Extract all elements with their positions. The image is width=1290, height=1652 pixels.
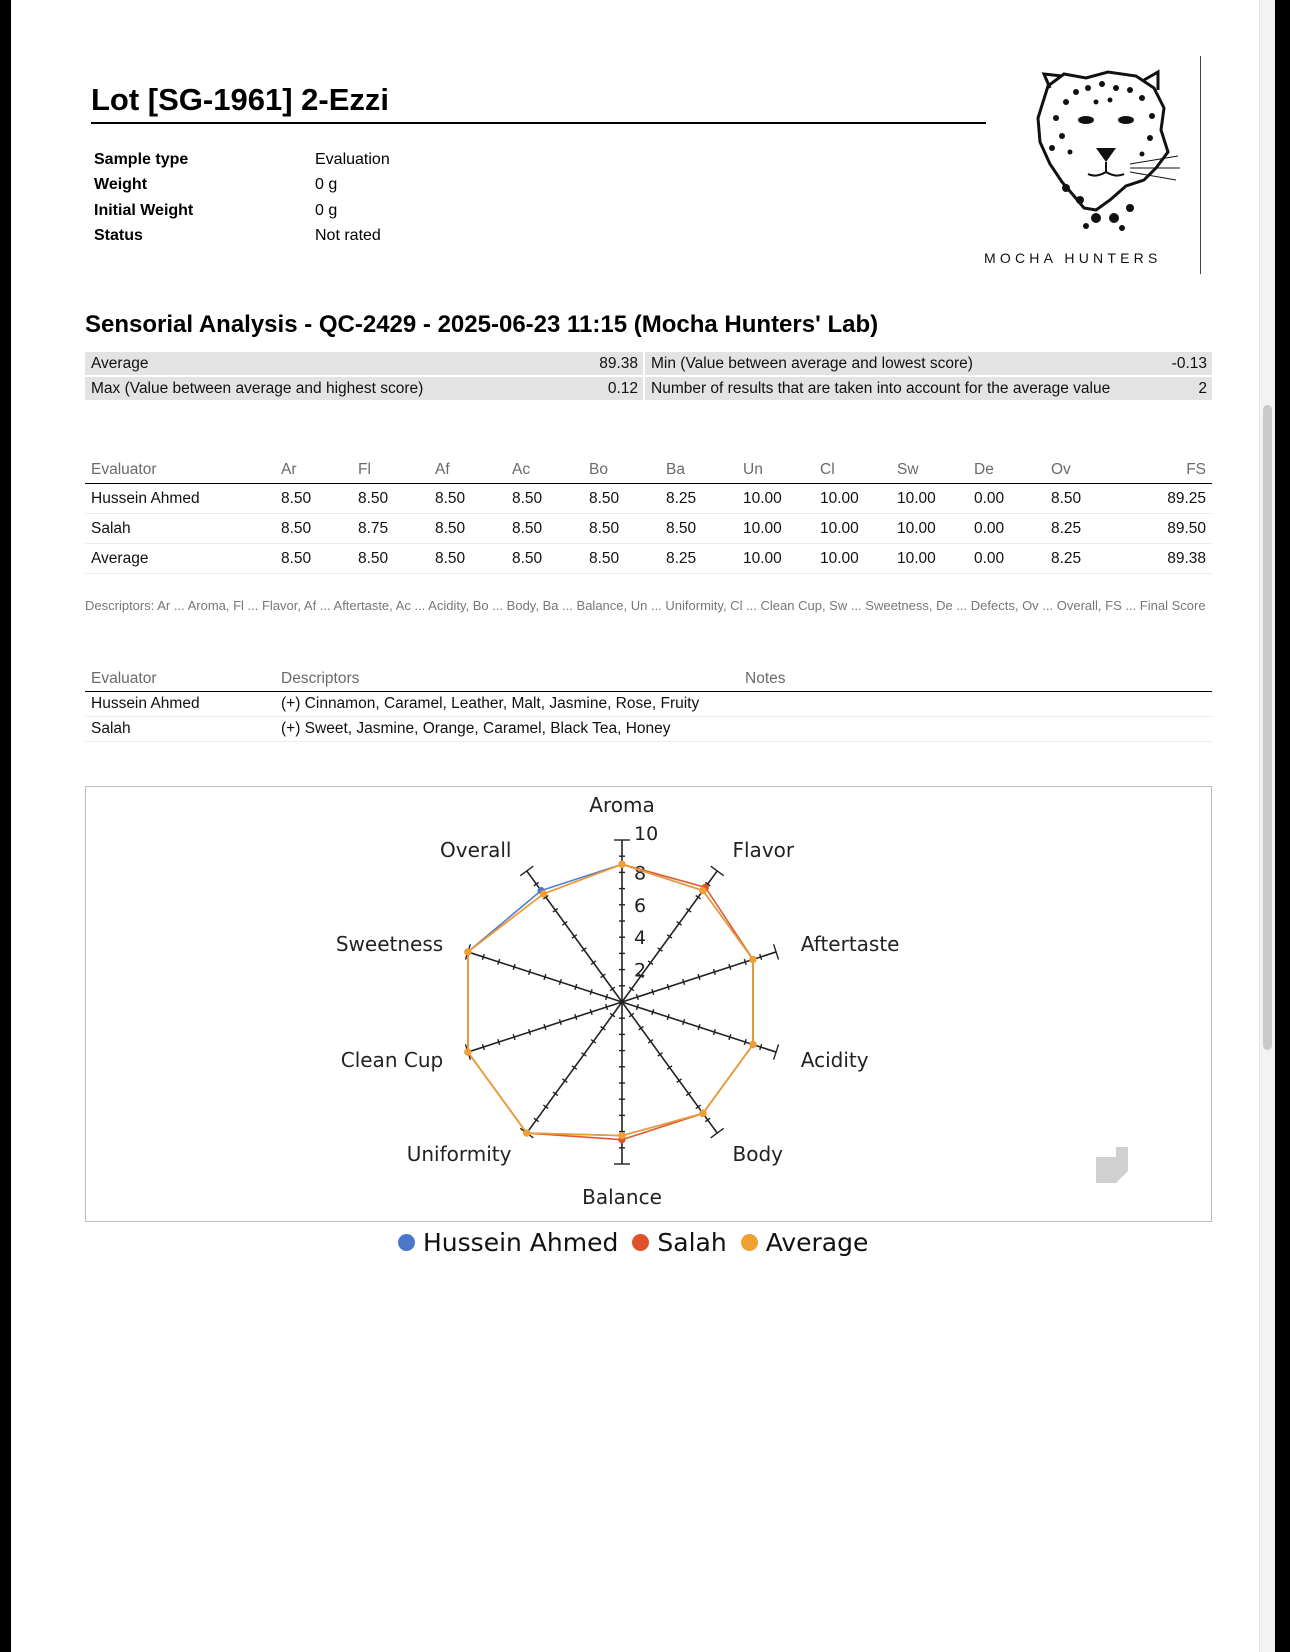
score-cell: 10.00 [891, 544, 968, 574]
score-cell: 10.00 [737, 484, 814, 514]
descriptor-legend: Descriptors: Ar ... Aroma, Fl ... Flavor, Af ... Aftertaste, Ac ... Acidity, Bo ... Body, Ba ... Balance, Un ... Uniformity, Cl ... Clean Cup, Sw ... Sweetness, De ... Defects, Ov ... Overall, FS ... Final Score [85, 598, 1206, 613]
radar-tick-label: 8 [634, 862, 647, 885]
score-cell: 8.50 [429, 544, 506, 574]
summary-row [85, 352, 1212, 377]
radar-chart-panel [85, 786, 1212, 1222]
score-cell: 8.50 [583, 514, 660, 544]
scores-row [85, 544, 1212, 574]
score-cell: 10.00 [891, 484, 968, 514]
notes-table [85, 667, 1212, 742]
radar-tick-label: 2 [634, 959, 647, 982]
column-header: Bo [583, 457, 660, 484]
notes-notes [739, 692, 1212, 717]
summary-cell [85, 377, 645, 400]
info-value: Not rated [315, 227, 381, 245]
evaluator-cell: Average [85, 544, 275, 574]
info-label: Status [94, 227, 143, 245]
scores-table [85, 457, 1212, 574]
score-cell: 8.25 [1045, 514, 1122, 544]
radar-point [618, 861, 625, 868]
column-header: Evaluator [85, 457, 275, 484]
legend-dot-icon [632, 1234, 649, 1251]
info-label: Weight [94, 176, 148, 194]
score-cell: 10.00 [891, 514, 968, 544]
radar-tick [683, 1019, 685, 1025]
column-header: Ba [660, 457, 737, 484]
radar-axis-label: Aftertaste [800, 931, 900, 956]
summary-label: Number of results that are taken into account for the average value [651, 380, 1111, 397]
score-cell: 8.50 [506, 544, 583, 574]
radar-point [749, 956, 756, 963]
radar-tick [575, 984, 577, 990]
legend-item[interactable] [398, 1228, 618, 1257]
score-cell: 8.25 [660, 484, 737, 514]
radar-tick [520, 866, 533, 875]
column-header: FS [1122, 457, 1212, 484]
column-header: Descriptors [275, 667, 739, 692]
summary-value: 2 [1198, 380, 1207, 397]
notes-row [85, 692, 1212, 717]
score-cell: 10.00 [814, 544, 891, 574]
summary-label: Average [91, 355, 149, 372]
radar-tick [729, 964, 731, 970]
score-cell: 8.50 [506, 514, 583, 544]
scrollbar-thumb[interactable] [1263, 405, 1272, 1050]
radar-tick-label: 6 [634, 894, 647, 917]
score-cell: 8.25 [660, 544, 737, 574]
column-header: Fl [352, 457, 429, 484]
scores-row [85, 484, 1212, 514]
radar-tick [636, 1004, 638, 1010]
score-cell: 8.25 [1045, 544, 1122, 574]
score-cell: 10.00 [814, 514, 891, 544]
radar-point [464, 1048, 471, 1055]
scores-header-row [85, 457, 1212, 484]
radar-tick-label: 10 [634, 823, 659, 845]
radar-point [540, 890, 547, 897]
score-cell: 8.50 [352, 544, 429, 574]
logo-text: MOCHA HUNTERS [984, 250, 1162, 266]
summary-value: -0.13 [1171, 355, 1207, 372]
score-cell: 8.50 [275, 484, 352, 514]
summary-cell [645, 352, 1212, 375]
column-header: Un [737, 457, 814, 484]
radar-tick [711, 1128, 724, 1137]
legend-item[interactable] [632, 1228, 726, 1257]
radar-tick [513, 1034, 515, 1040]
radar-tick [544, 1024, 546, 1030]
radar-tick [559, 1019, 561, 1025]
column-header: Ar [275, 457, 352, 484]
score-cell: 89.25 [1122, 484, 1212, 514]
score-cell: 8.50 [275, 514, 352, 544]
radar-tick [482, 1044, 484, 1050]
radar-tick [729, 1034, 731, 1040]
radar-tick [714, 969, 716, 975]
radar-tick [744, 1039, 746, 1045]
chart-legend [398, 1228, 882, 1257]
radar-tick [652, 1009, 654, 1015]
radar-tick [667, 1014, 669, 1020]
radar-axis-label: Body [732, 1142, 784, 1167]
radar-axis-label: Clean Cup [340, 1048, 444, 1073]
summary-table [85, 352, 1212, 402]
legend-label: Salah [657, 1228, 727, 1257]
info-row-sample-type [94, 147, 390, 173]
column-header: Ov [1045, 457, 1122, 484]
notes-notes [739, 717, 1212, 742]
radar-point [464, 948, 471, 955]
title-divider [91, 122, 986, 124]
column-header: De [968, 457, 1045, 484]
summary-row [85, 377, 1212, 402]
notes-descriptors: (+) Sweet, Jasmine, Orange, Caramel, Black Tea, Honey [275, 717, 739, 742]
info-label: Sample type [94, 150, 189, 168]
radar-tick [529, 1029, 531, 1035]
evaluator-cell: Hussein Ahmed [85, 484, 275, 514]
leopard-head-icon [1026, 68, 1186, 238]
score-cell: 8.50 [429, 514, 506, 544]
scrollbar-track[interactable] [1259, 0, 1275, 1652]
radar-tick [714, 1029, 716, 1035]
lot-title: Lot [SG-1961] 2-Ezzi [91, 82, 389, 117]
radar-axis-label: Balance [582, 1185, 662, 1209]
score-cell: 0.00 [968, 484, 1045, 514]
radar-tick [482, 954, 484, 960]
radar-tick [760, 1044, 762, 1050]
radar-tick [559, 979, 561, 985]
score-cell: 89.50 [1122, 514, 1212, 544]
score-cell: 8.50 [429, 484, 506, 514]
radar-tick [698, 974, 700, 980]
info-value: 0 g [315, 176, 338, 194]
info-value: Evaluation [315, 150, 390, 168]
radar-point [618, 1132, 625, 1139]
radar-tick [590, 1009, 592, 1015]
radar-point [523, 1129, 530, 1136]
summary-label: Min (Value between average and lowest score) [651, 355, 973, 372]
legend-dot-icon [398, 1234, 415, 1251]
column-header: Af [429, 457, 506, 484]
radar-tick [590, 989, 592, 995]
score-cell: 8.50 [275, 544, 352, 574]
score-cell: 8.50 [1045, 484, 1122, 514]
score-cell: 0.00 [968, 514, 1045, 544]
score-cell: 8.50 [660, 514, 737, 544]
legend-item[interactable] [741, 1228, 869, 1257]
radar-tick [667, 984, 669, 990]
notes-evaluator: Hussein Ahmed [85, 692, 275, 717]
radar-tick [606, 994, 608, 1000]
radar-tick-label: 4 [634, 927, 647, 950]
radar-tick [760, 954, 762, 960]
radar-point [749, 1041, 756, 1048]
radar-tick [711, 866, 724, 875]
radar-tick [698, 1024, 700, 1030]
radar-axis-label: Sweetness [335, 931, 444, 956]
radar-tick [652, 989, 654, 995]
sensorial-title: Sensorial Analysis - QC-2429 - 2025-06-23 11:15 (Mocha Hunters' Lab) [85, 311, 879, 338]
score-cell: 8.75 [352, 514, 429, 544]
notes-header-row [85, 667, 1212, 692]
radar-tick [498, 959, 500, 965]
column-header: Ac [506, 457, 583, 484]
legend-label: Hussein Ahmed [423, 1228, 619, 1257]
radar-tick [575, 1014, 577, 1020]
sample-info [94, 147, 390, 249]
radar-tick [636, 994, 638, 1000]
header-divider [1200, 56, 1201, 274]
scores-row [85, 514, 1212, 544]
info-value: 0 g [315, 201, 338, 219]
summary-value: 89.38 [599, 355, 638, 372]
summary-cell [85, 352, 645, 375]
score-cell: 89.38 [1122, 544, 1212, 574]
info-row-status [94, 224, 390, 250]
info-row-initial-weight [94, 198, 390, 224]
notes-evaluator: Salah [85, 717, 275, 742]
radar-series-line [468, 864, 753, 1135]
score-cell: 0.00 [968, 544, 1045, 574]
info-label: Initial Weight [94, 201, 194, 219]
info-row-weight [94, 173, 390, 199]
radar-axis-label: Uniformity [406, 1142, 512, 1167]
score-cell: 10.00 [737, 544, 814, 574]
notes-descriptors: (+) Cinnamon, Caramel, Leather, Malt, Jasmine, Rose, Fruity [275, 692, 739, 717]
radar-axis-label: Flavor [732, 837, 795, 862]
column-header: Sw [891, 457, 968, 484]
radar-tick [498, 1039, 500, 1045]
radar-chart [86, 787, 1211, 1221]
radar-series-line [468, 864, 753, 1135]
radar-tick [544, 974, 546, 980]
column-header: Cl [814, 457, 891, 484]
score-cell: 8.50 [506, 484, 583, 514]
legend-label: Average [765, 1228, 869, 1257]
radar-axis-label: Aroma [589, 793, 655, 817]
legend-dot-icon [741, 1234, 758, 1251]
score-cell: 8.50 [583, 484, 660, 514]
score-cell: 10.00 [814, 484, 891, 514]
summary-label: Max (Value between average and highest score) [91, 380, 424, 397]
score-cell: 8.50 [583, 544, 660, 574]
evaluator-cell: Salah [85, 514, 275, 544]
score-cell: 8.50 [352, 484, 429, 514]
radar-series-line [468, 864, 753, 1139]
report-page [11, 0, 1275, 1652]
radar-tick [513, 964, 515, 970]
summary-value: 0.12 [607, 380, 638, 397]
radar-tick [529, 969, 531, 975]
column-header: Evaluator [85, 667, 275, 692]
radar-axis-label: Acidity [800, 1048, 869, 1073]
radar-tick [744, 959, 746, 965]
radar-tick [683, 979, 685, 985]
radar-axis-label: Overall [440, 837, 512, 862]
summary-cell [645, 377, 1212, 400]
column-header: Notes [739, 667, 1212, 692]
notes-row [85, 717, 1212, 742]
radar-point [699, 1110, 706, 1117]
radar-point [699, 887, 706, 894]
watermark-icon [1096, 1147, 1128, 1183]
radar-tick [606, 1004, 608, 1010]
score-cell: 10.00 [737, 514, 814, 544]
